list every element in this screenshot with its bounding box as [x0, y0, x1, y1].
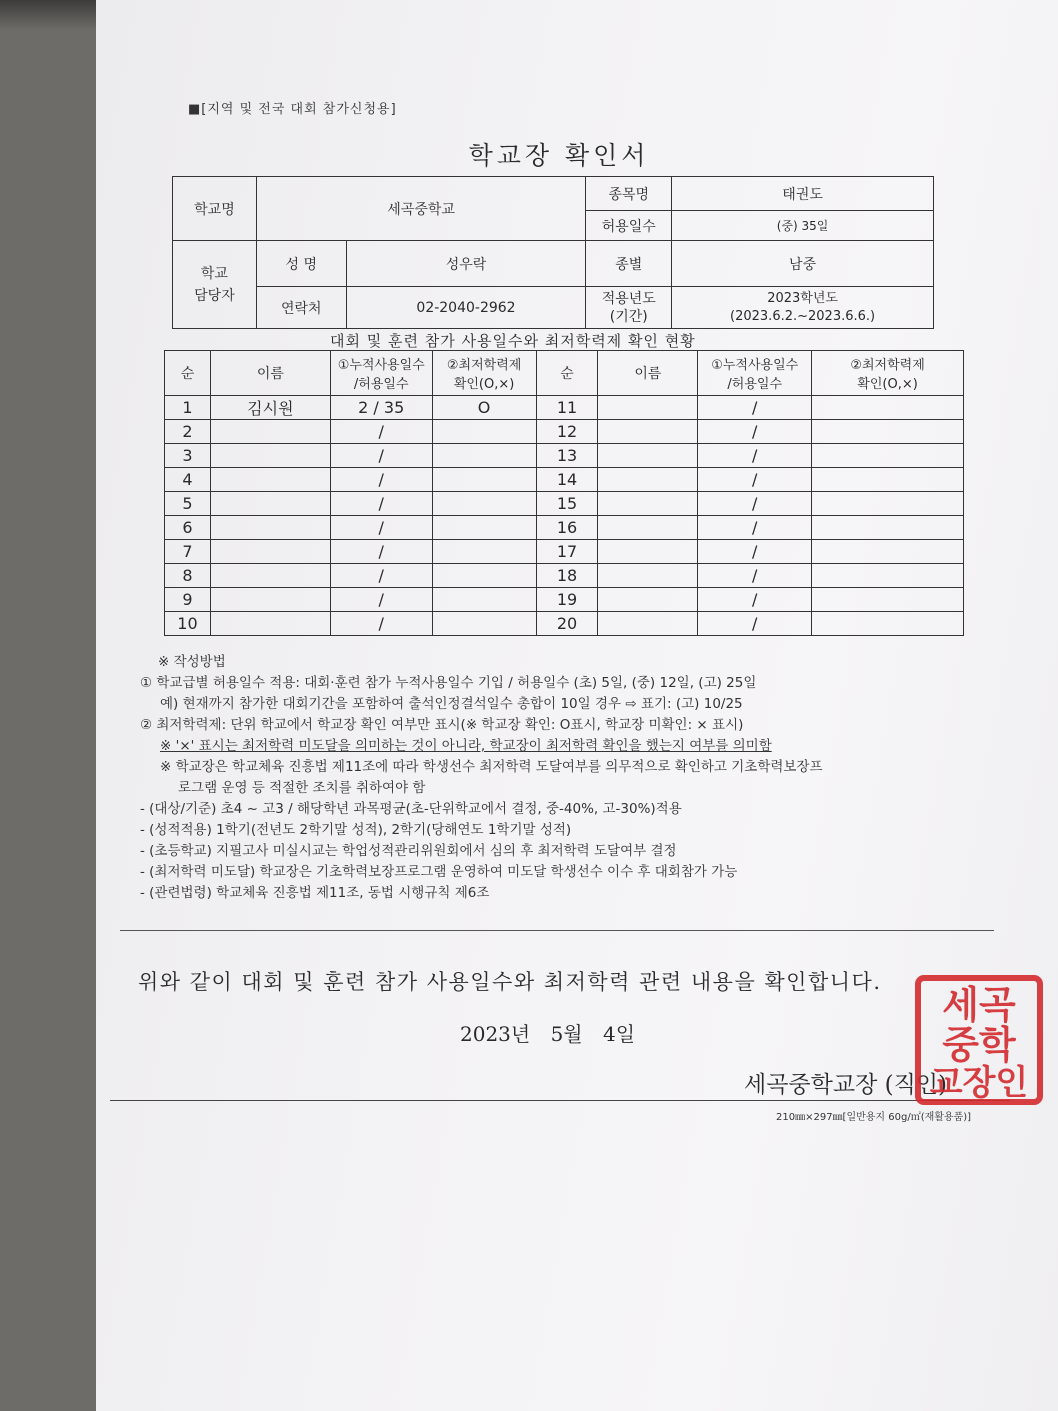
days-used: / [330, 564, 432, 588]
academic-check [432, 588, 536, 612]
days-used: / [698, 420, 812, 444]
event-value: 태권도 [672, 177, 934, 211]
days-used: 2 / 35 [330, 396, 432, 420]
student-name [598, 396, 698, 420]
row-number: 10 [165, 612, 211, 636]
row-number: 9 [165, 588, 211, 612]
academic-check [432, 420, 536, 444]
row-number: 17 [536, 540, 598, 564]
row-number: 7 [165, 540, 211, 564]
table-row [165, 492, 964, 516]
days-used: / [698, 540, 812, 564]
issue-date: 2023년 5월 4일 [460, 1022, 636, 1046]
days-used: / [698, 444, 812, 468]
confirm-statement: 위와 같이 대회 및 훈련 참가 사용일수와 최저학력 관련 내용을 확인합니다. [138, 970, 882, 994]
row-number: 8 [165, 564, 211, 588]
table-row [165, 420, 964, 444]
student-name [598, 516, 698, 540]
student-name [598, 588, 698, 612]
table-row [165, 540, 964, 564]
student-name [210, 588, 330, 612]
header-name: 이름 [598, 351, 698, 396]
student-name [598, 420, 698, 444]
name-label: 성 명 [256, 241, 346, 287]
days-used: / [698, 612, 812, 636]
academic-check [432, 612, 536, 636]
year-value: 2023학년도 (2023.6.2.~2023.6.6.) [672, 287, 934, 329]
row-number: 13 [536, 444, 598, 468]
allowed-days-label: 허용일수 [586, 211, 672, 241]
student-name [598, 564, 698, 588]
document-title: 학교장 확인서 [468, 141, 650, 170]
row-number: 20 [536, 612, 598, 636]
academic-check [812, 588, 964, 612]
student-name: 김시원 [210, 396, 330, 420]
days-used: / [698, 492, 812, 516]
header-academic: ②최저학력제 확인(O,×) [812, 351, 964, 396]
note-2-a: ※ '×' 표시는 최저학력 미도달을 의미하는 것이 아니라, 학교장이 최저학력 확인을 했는지 여부를 의미함 [160, 738, 772, 754]
student-name [210, 468, 330, 492]
table-row [165, 468, 964, 492]
student-name [210, 492, 330, 516]
student-name [210, 612, 330, 636]
row-number: 3 [165, 444, 211, 468]
row-number: 15 [536, 492, 598, 516]
note-1-example: 예) 현재까지 참가한 대회기간을 포함하여 출석인정결석일수 총합이 10일 경우 ⇨ 표기: (고) 10/25 [160, 696, 743, 712]
student-name [598, 540, 698, 564]
student-name [210, 444, 330, 468]
official-seal [914, 974, 1044, 1106]
row-number: 5 [165, 492, 211, 516]
academic-check [432, 492, 536, 516]
days-used: / [698, 468, 812, 492]
svg-text:세곡: 세곡 [942, 982, 1016, 1027]
student-name [598, 468, 698, 492]
days-used: / [698, 516, 812, 540]
header-name: 이름 [210, 351, 330, 396]
student-name [210, 420, 330, 444]
detail-2: - (성적적용) 1학기(전년도 2학기말 성적), 2학기(당해연도 1학기말 성적) [140, 822, 572, 838]
year-label: 적용년도 (기간) [586, 287, 672, 329]
table-row [165, 588, 964, 612]
student-name [210, 516, 330, 540]
days-used: / [330, 588, 432, 612]
row-number: 14 [536, 468, 598, 492]
row-number: 11 [536, 396, 598, 420]
academic-check [432, 468, 536, 492]
gender-value: 남중 [672, 241, 934, 287]
row-number: 1 [165, 396, 211, 420]
days-used: / [698, 396, 812, 420]
table-row [165, 444, 964, 468]
student-name [598, 492, 698, 516]
academic-check [432, 516, 536, 540]
academic-check [812, 516, 964, 540]
row-number: 4 [165, 468, 211, 492]
days-used: / [330, 612, 432, 636]
table-row [165, 612, 964, 636]
gender-label: 종별 [586, 241, 672, 287]
academic-check [432, 444, 536, 468]
row-number: 19 [536, 588, 598, 612]
table-row [165, 564, 964, 588]
days-used: / [330, 420, 432, 444]
row-number: 12 [536, 420, 598, 444]
days-used: / [330, 492, 432, 516]
academic-check [432, 540, 536, 564]
row-number: 2 [165, 420, 211, 444]
academic-check [812, 420, 964, 444]
days-used: / [330, 468, 432, 492]
row-number: 16 [536, 516, 598, 540]
student-name [598, 612, 698, 636]
academic-check [812, 612, 964, 636]
student-name [598, 444, 698, 468]
header-no: 순 [536, 351, 598, 396]
academic-check [812, 540, 964, 564]
academic-check [812, 396, 964, 420]
section-title: 대회 및 훈련 참가 사용일수와 최저학력제 확인 현황 [330, 332, 696, 350]
note-1: ① 학교급별 허용일수 적용: 대회·훈련 참가 누적사용일수 기입 / 허용일수 (초) 5일, (중) 12일, (고) 25일 [140, 675, 757, 691]
row-number: 18 [536, 564, 598, 588]
svg-text:교장인: 교장인 [929, 1063, 1029, 1103]
row-number: 6 [165, 516, 211, 540]
student-name [210, 540, 330, 564]
form-tag: ■[지역 및 전국 대회 참가신청용] [188, 102, 397, 117]
days-used: / [330, 444, 432, 468]
allowed-days-value: (중) 35일 [672, 211, 934, 241]
detail-3: - (초등학교) 지필고사 미실시교는 학업성적관리위원회에서 심의 후 최저학력 도달여부 결정 [140, 843, 677, 859]
header-days: ①누적사용일수 /허용일수 [698, 351, 812, 396]
contact-label: 연락처 [256, 287, 346, 329]
svg-text:중학: 중학 [942, 1022, 1016, 1067]
paper-spec: 210㎜×297㎜[일반용지 60g/㎡(재활용품)] [776, 1112, 972, 1123]
header-academic: ②최저학력제 확인(O,×) [432, 351, 536, 396]
divider [120, 930, 994, 931]
principal-signature: 세곡중학교장 (직인) [744, 1072, 948, 1098]
header-no: 순 [165, 351, 211, 396]
academic-check [812, 468, 964, 492]
usage-table [164, 350, 964, 636]
academic-check [812, 444, 964, 468]
detail-5: - (관련법령) 학교체육 진흥법 제11조, 동법 시행규칙 제6조 [140, 885, 490, 901]
academic-check [812, 492, 964, 516]
contact-value: 02-2040-2962 [346, 287, 586, 329]
academic-check: O [432, 396, 536, 420]
school-value: 세곡중학교 [256, 177, 585, 241]
table-row [165, 396, 964, 420]
days-used: / [698, 564, 812, 588]
notes-section [140, 652, 1000, 904]
academic-check [812, 564, 964, 588]
note-2-b: ※ 학교장은 학교체육 진흥법 제11조에 따라 학생선수 최저학력 도달여부를 의무적으로 확인하고 기초학력보장프 [160, 759, 823, 775]
note-2-b-cont: 로그램 운영 등 적절한 조치를 취하여야 함 [178, 780, 426, 796]
detail-4: - (최저학력 미도달) 학교장은 기초학력보장프로그램 운영하여 미도달 학생선수 이수 후 대회참가 가능 [140, 864, 738, 880]
footer-line [110, 1100, 1010, 1101]
header-days: ①누적사용일수 /허용일수 [330, 351, 432, 396]
days-used: / [698, 588, 812, 612]
name-value: 성우락 [346, 241, 586, 287]
note-2: ② 최저학력제: 단위 학교에서 학교장 확인 여부만 표시(※ 학교장 확인: O표시, 학교장 미확인: × 표시) [140, 717, 744, 733]
detail-1: - (대상/기준) 초4 ~ 고3 / 해당학년 과목평균(초-단위학교에서 결정, 중-40%, 고-30%)적용 [140, 801, 682, 817]
days-used: / [330, 516, 432, 540]
table-row [165, 516, 964, 540]
info-table [172, 176, 934, 329]
school-label: 학교명 [173, 177, 257, 241]
table-header-row [165, 351, 964, 396]
student-name [210, 564, 330, 588]
days-used: / [330, 540, 432, 564]
teacher-label: 학교 담당자 [173, 241, 257, 329]
event-label: 종목명 [586, 177, 672, 211]
academic-check [432, 564, 536, 588]
notes-heading: ※ 작성방법 [158, 654, 226, 670]
